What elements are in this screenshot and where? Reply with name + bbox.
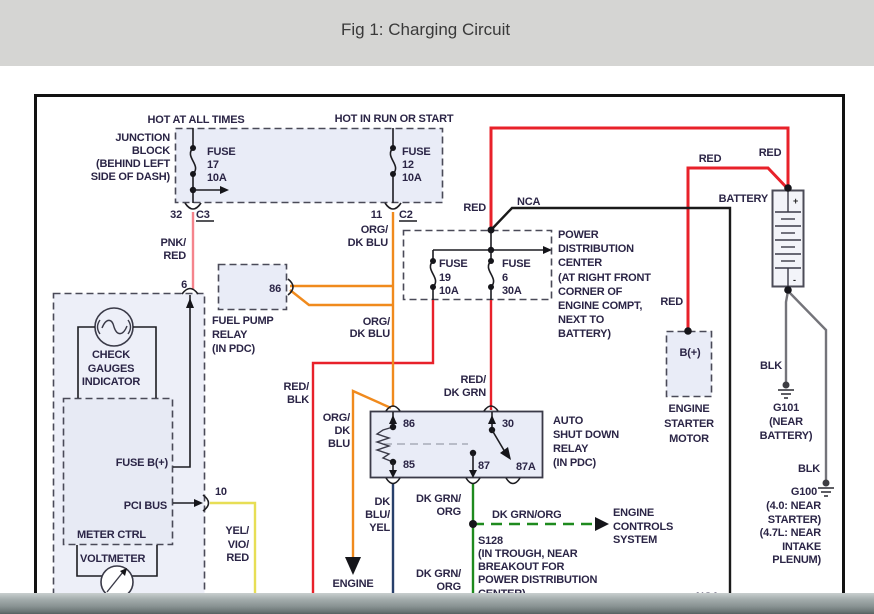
label-pin6: 6 xyxy=(181,279,187,291)
label-fuse6: 30A xyxy=(502,285,522,297)
label-g100: (4.0: NEAR xyxy=(766,500,821,512)
label-pdc: CENTER xyxy=(558,257,603,269)
label-pdc: ENGINE COMPT, xyxy=(558,300,643,312)
label-starter-motor: ENGINE xyxy=(668,403,710,415)
label-yel-vio-red: VIO/ xyxy=(227,539,249,551)
label-g100: STARTER) xyxy=(767,514,821,526)
label-junction-block: BLOCK xyxy=(131,145,170,157)
label-relay-pin85: 85 xyxy=(403,459,415,471)
label-dk-blu-yel: YEL xyxy=(369,522,390,534)
label-pnk-red: PNK/ xyxy=(160,237,186,249)
label-red-blk: RED/ xyxy=(283,381,309,393)
label-starter-motor: MOTOR xyxy=(669,433,709,445)
label-dkgrn-org: ORG xyxy=(436,506,461,518)
label-dkgrn-org: DK GRN/ xyxy=(415,493,461,505)
starter-bplus-dot xyxy=(684,327,692,335)
label-fuse12: 12 xyxy=(402,159,414,171)
label-battery: BATTERY xyxy=(718,193,768,205)
label-relay-pin30: 30 xyxy=(502,418,514,430)
label-g101: BATTERY) xyxy=(759,430,813,442)
junction-dot xyxy=(488,227,495,234)
label-yel-vio-red: RED xyxy=(226,552,249,564)
label-blk: BLK xyxy=(797,463,820,475)
label-battery-plus: + xyxy=(793,196,799,206)
label-g100: PLENUM) xyxy=(772,554,821,566)
splice-s128-dot xyxy=(469,520,477,528)
battery-negative-dot xyxy=(784,286,792,294)
label-fuse6: 6 xyxy=(502,272,508,284)
label-pnk-red: RED xyxy=(163,250,186,262)
label-yel-vio-red: YEL/ xyxy=(225,525,249,537)
label-pdc: DISTRIBUTION xyxy=(558,243,634,255)
label-dk-blu-yel: DK xyxy=(374,496,390,508)
label-engine-controls: SYSTEM xyxy=(613,534,658,546)
label-pdc: NEXT TO xyxy=(558,314,605,326)
label-relay-pin86: 86 xyxy=(403,418,415,430)
label-s128: (IN TROUGH, NEAR xyxy=(478,548,578,560)
label-pdc: BATTERY) xyxy=(558,328,611,340)
label-org-dkblu: ORG/ xyxy=(362,316,390,328)
label-hot-at-all-times: HOT AT ALL TIMES xyxy=(147,114,245,126)
label-red-dkgrn: RED/ xyxy=(460,374,486,386)
label-dkgrn-org: DK GRN/ xyxy=(415,568,461,580)
label-connector-c3: C3 xyxy=(196,209,210,221)
label-junction-block: JUNCTION xyxy=(115,132,170,144)
label-meter-ctrl: METER CTRL xyxy=(77,529,146,541)
label-red: RED xyxy=(463,202,486,214)
label-blk: BLK xyxy=(759,360,782,372)
label-red: RED xyxy=(698,153,722,165)
label-fuse6: FUSE xyxy=(502,258,531,270)
label-org-dkblu: DK BLU xyxy=(349,328,390,340)
label-check-gauges: INDICATOR xyxy=(81,376,141,388)
label-starter-motor: STARTER xyxy=(664,418,714,430)
label-check-gauges: GAUGES xyxy=(87,363,135,375)
label-pin10: 10 xyxy=(215,486,227,498)
label-hot-in-run-or-start: HOT IN RUN OR START xyxy=(334,113,454,125)
label-junction-block: SIDE OF DASH) xyxy=(90,171,170,183)
label-asd-relay: SHUT DOWN xyxy=(553,429,620,441)
label-pin11: 11 xyxy=(370,209,382,221)
label-s128: BREAKOUT FOR xyxy=(478,561,565,573)
label-voltmeter: VOLTMETER xyxy=(80,553,146,565)
cluster-inner-box xyxy=(64,399,173,545)
label-fuse19: FUSE xyxy=(439,258,468,270)
label-g100: (4.7L: NEAR xyxy=(759,527,821,539)
label-pci-bus: PCI BUS xyxy=(123,500,167,512)
label-asd-relay: RELAY xyxy=(553,443,589,455)
label-fuse19: 10A xyxy=(439,285,459,297)
label-g101: (NEAR xyxy=(769,416,803,428)
label-g100: G100 xyxy=(790,486,817,498)
label-pdc: POWER xyxy=(558,229,599,241)
label-relay-pin87: 87 xyxy=(478,460,490,472)
label-red-dkgrn: DK GRN xyxy=(443,387,486,399)
label-fuel-pump-relay: (IN PDC) xyxy=(212,343,256,355)
starter-motor-box xyxy=(667,332,712,397)
label-fuel-pump-relay: FUEL PUMP xyxy=(212,315,274,327)
label-connector-c2: C2 xyxy=(399,209,413,221)
label-fuse12: 10A xyxy=(402,172,422,184)
label-fuel-pump-relay: RELAY xyxy=(212,329,248,341)
label-asd-relay: (IN PDC) xyxy=(553,457,597,469)
label-engine: ENGINE xyxy=(332,578,374,590)
label-fuse17: 10A xyxy=(207,172,227,184)
label-fuse-b: FUSE B(+) xyxy=(115,457,168,469)
label-fuse17: FUSE xyxy=(207,146,236,158)
label-bplus: B(+) xyxy=(679,347,701,359)
label-dkgrn-org-dashed: DK GRN/ORG xyxy=(492,509,562,521)
label-org-dkblu: DK xyxy=(334,425,350,437)
label-nca: NCA xyxy=(517,196,541,208)
label-red-blk: BLK xyxy=(286,394,309,406)
label-relay-pin87a: 87A xyxy=(516,461,536,473)
label-g101: G101 xyxy=(772,402,800,414)
label-s128: POWER DISTRIBUTION xyxy=(478,574,598,586)
label-org-dkblu: BLU xyxy=(327,438,350,450)
label-engine-controls: ENGINE xyxy=(613,507,654,519)
battery-positive-dot xyxy=(784,184,792,192)
label-fuse17: 17 xyxy=(207,159,219,171)
label-g100: INTAKE xyxy=(782,541,821,553)
label-engine-controls: CONTROLS xyxy=(613,521,674,533)
label-asd-relay: AUTO xyxy=(553,415,584,427)
label-org-dkblu: DK BLU xyxy=(347,237,388,249)
figure-title: Fig 1: Charging Circuit xyxy=(341,20,511,39)
label-fuse19: 19 xyxy=(439,272,451,284)
label-pdc: (AT RIGHT FRONT xyxy=(558,272,651,284)
window-bottom-bar xyxy=(0,593,874,614)
label-battery-minus: - xyxy=(793,275,796,285)
label-dk-blu-yel: BLU/ xyxy=(365,509,390,521)
label-dkgrn-org: ORG xyxy=(436,581,461,593)
label-fp-pin86: 86 xyxy=(269,283,281,295)
label-org-dkblu: ORG/ xyxy=(322,412,350,424)
label-fuse12: FUSE xyxy=(402,146,431,158)
label-red: RED xyxy=(660,296,683,308)
label-junction-block: (BEHIND LEFT xyxy=(96,158,170,170)
label-pin32: 32 xyxy=(170,209,182,221)
label-s128: S128 xyxy=(478,535,503,547)
label-red: RED xyxy=(758,147,782,159)
battery-symbol xyxy=(773,184,804,294)
label-check-gauges: CHECK xyxy=(91,349,131,361)
label-org-dkblu: ORG/ xyxy=(360,224,388,236)
label-pdc: CORNER OF xyxy=(558,286,623,298)
